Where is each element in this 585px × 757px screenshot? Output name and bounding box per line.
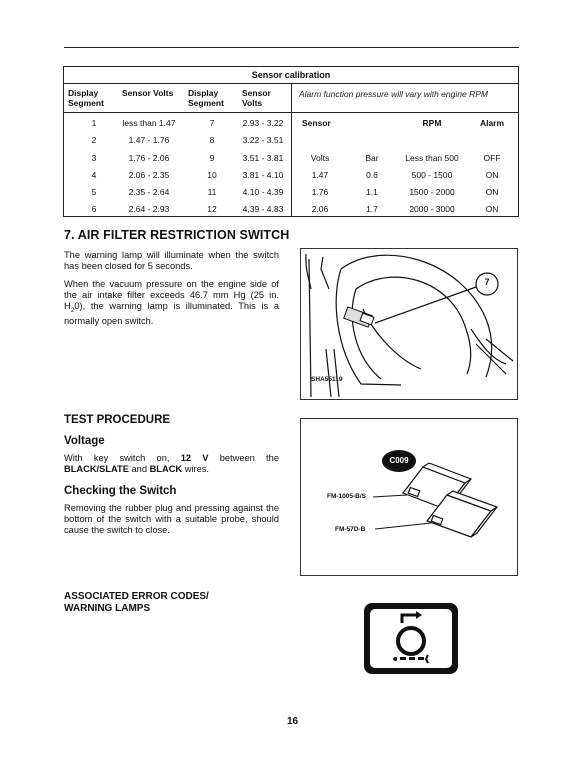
cell-alarm: OFF	[483, 153, 501, 163]
warning-lamp-panel	[362, 601, 460, 676]
cell-alarm: ON	[485, 187, 499, 197]
cell-sensor-volts: 1.76	[311, 187, 329, 197]
subheader-volts: Volts	[310, 153, 330, 163]
cell-rpm: 500 - 1500	[411, 170, 453, 180]
cell-sensor-volts: 1.47	[311, 170, 329, 180]
sensor-calibration-table	[63, 66, 519, 217]
cell-seg: 6	[91, 204, 97, 214]
cell-seg: 5	[91, 187, 97, 197]
cell-volts: 1.76 - 2.06	[128, 153, 170, 163]
top-rule	[64, 47, 519, 48]
air-filter-switch-figure	[300, 248, 518, 400]
air-filter-warning-icon	[362, 601, 460, 676]
cell-seg2: 8	[209, 135, 215, 145]
voltage-text: With key switch on, 12 V between the BLACK/SLATE and BLACK wires.	[64, 453, 279, 474]
cell-seg2: 11	[207, 187, 217, 197]
section-paragraph-2: When the vacuum pressure on the engine side of the air intake filter exceeds 46.7 mm Hg (25 in. $H_20$), the warning lamp is illuminated. This is a normally open switch.	[64, 279, 279, 326]
cell-seg: 1	[91, 118, 97, 128]
voltage-heading: Voltage	[64, 435, 105, 447]
cell-volts: 1.47 - 1.76	[128, 135, 170, 145]
cell-bar: 1.1	[366, 187, 378, 197]
cell-seg: 2	[91, 135, 97, 145]
header-sensor-volts-2: Sensor Volts	[242, 88, 271, 108]
cell-rpm: 2000 - 3000	[409, 204, 455, 214]
cell-volts: 2.64 - 2.93	[128, 204, 170, 214]
cell-seg2: 10	[207, 170, 217, 180]
table-title: Sensor calibration	[251, 70, 331, 80]
cell-seg2: 7	[209, 118, 215, 128]
cell-volts: 2.35 - 2.64	[128, 187, 170, 197]
cell-volts2: 4.10 - 4.39	[242, 187, 284, 197]
cell-bar: 1.7	[366, 204, 378, 214]
cell-rpm: 1500 - 2000	[409, 187, 455, 197]
section-title: 7. AIR FILTER RESTRICTION SWITCH	[64, 228, 290, 242]
cell-volts2: 2.93 - 3.22	[242, 118, 284, 128]
alarm-note: Alarm function pressure will vary with engine RPM	[299, 89, 488, 99]
cell-volts: 2.06 - 2.35	[128, 170, 170, 180]
connector-label-1: FM-1005-B/S	[327, 493, 367, 500]
cell-bar: 0.6	[366, 170, 378, 180]
header-alarm: Alarm	[479, 118, 505, 128]
page-number: 16	[286, 716, 299, 727]
header-sensor-volts: Sensor Volts	[122, 88, 174, 98]
cell-volts: less than 1.47	[122, 118, 176, 128]
subheader-bar: Bar	[365, 153, 379, 163]
assoc-heading: ASSOCIATED ERROR CODES/ WARNING LAMPS	[64, 591, 209, 614]
figure-reference: SHA55119	[311, 376, 343, 383]
cell-volts2: 4,39 - 4.83	[242, 204, 284, 214]
callout-number: 7	[484, 277, 490, 287]
cell-alarm: ON	[485, 170, 499, 180]
cell-seg: 3	[91, 153, 97, 163]
connector-label-2: FM-57D-B	[335, 526, 366, 533]
connector-figure	[300, 418, 518, 576]
checking-switch-text: Removing the rubber plug and pressing against the bottom of the switch with a suitable probe, should cause the switch to close.	[64, 503, 279, 535]
header-display-segment: Display Segment	[68, 88, 104, 108]
table-divider	[291, 84, 292, 216]
cell-volts2: 3.81 - 4.10	[242, 170, 284, 180]
cell-volts2: 3.51 - 3.81	[242, 153, 284, 163]
cell-seg: 4	[91, 170, 97, 180]
cell-alarm: ON	[485, 204, 499, 214]
cell-sensor-volts: 2.06	[311, 204, 329, 214]
section-paragraph-1: The warning lamp will illuminate when the switch has been closed for 5 seconds.	[64, 250, 279, 271]
badge-text: C009	[389, 456, 409, 465]
cell-rpm: Less than 500	[405, 153, 459, 163]
cell-seg2: 12	[207, 204, 217, 214]
header-rpm: RPM	[422, 118, 442, 128]
cell-seg2: 9	[209, 153, 215, 163]
header-sensor: Sensor	[302, 118, 331, 128]
test-procedure-heading: TEST PROCEDURE	[64, 414, 171, 426]
checking-switch-heading: Checking the Switch	[64, 485, 177, 497]
header-display-segment-2: Display Segment	[188, 88, 224, 108]
cell-volts2: 3.22 - 3.51	[242, 135, 284, 145]
